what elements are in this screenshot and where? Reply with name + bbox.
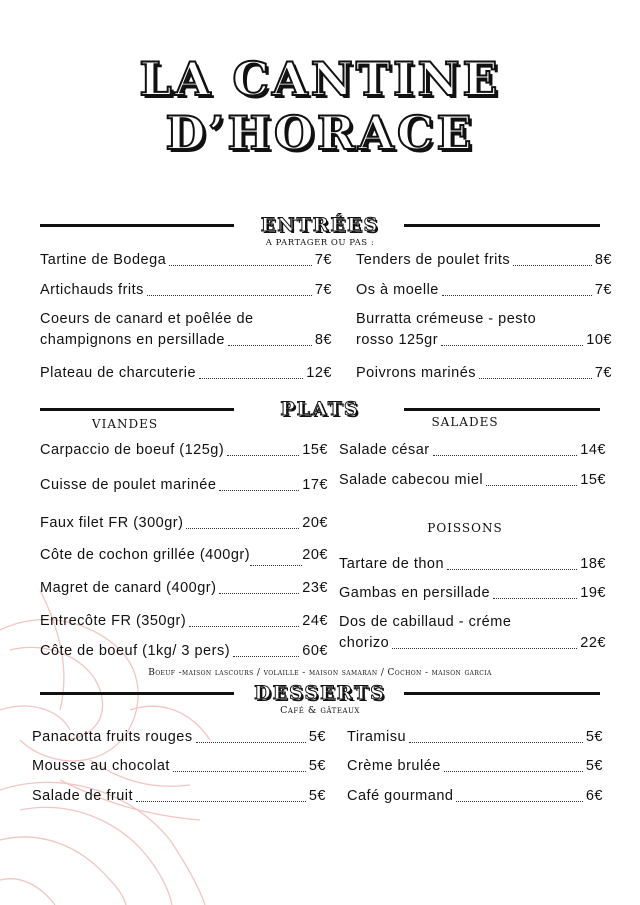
menu-item: Café gourmand 6€ — [347, 788, 603, 804]
menu-item: Salade cabecou miel 15€ — [339, 472, 606, 488]
menu-item: Poivrons marinés 7€ — [356, 365, 612, 381]
menu-item: Os à moelle 7€ — [356, 282, 612, 298]
menu-item: Mousse au chocolat 5€ — [32, 758, 326, 774]
restaurant-title-line2: D’HORACE — [165, 106, 475, 160]
menu-item: Tartine de Bodega 7€ — [40, 252, 332, 268]
desserts-heading: DESSERTS — [254, 682, 386, 704]
menu-item: Cuisse de poulet marinée 17€ — [40, 477, 328, 493]
viandes-heading: VIANDES — [91, 417, 159, 431]
entrees-heading: ENTRÉES — [260, 214, 380, 236]
menu-item: Panacotta fruits rouges 5€ — [32, 729, 326, 745]
desserts-header — [40, 682, 600, 706]
menu-item: Gambas en persillade 19€ — [339, 585, 606, 601]
plats-heading: PLATS — [280, 398, 360, 420]
menu-item: Salade de fruit 5€ — [32, 788, 326, 804]
salades-heading: SALADES — [431, 415, 499, 429]
menu-item: Côte de cochon grillée (400gr) 20€ — [40, 545, 328, 566]
menu-item: Plateau de charcuterie 12€ — [40, 365, 332, 381]
menu-item: Salade césar 14€ — [339, 442, 606, 458]
menu-item: Tenders de poulet frits 8€ — [356, 252, 612, 268]
entrees-subtitle: A PARTAGER OU PAS : — [265, 238, 375, 248]
menu-item: Entrecôte FR (350gr) 24€ — [40, 613, 328, 629]
menu-item: Crème brulée 5€ — [347, 758, 603, 774]
suppliers-footnote: Boeuf -maison lascours / volaille - maison samaran / Cochon - maison garcia — [148, 668, 492, 678]
menu-item: Magret de canard (400gr) 23€ — [40, 580, 328, 596]
menu-item: Burratta crémeuse - pesto rosso 125gr 10€ — [356, 311, 612, 348]
poissons-heading: POISSONS — [427, 521, 503, 535]
menu-item: Tiramisu 5€ — [347, 729, 603, 745]
menu-item: Carpaccio de boeuf (125g) 15€ — [40, 442, 328, 458]
entrees-header — [40, 214, 600, 238]
menu-item: Coeurs de canard et poêlée de champignons en persillade 8€ — [40, 311, 332, 348]
menu-item: Faux filet FR (300gr) 20€ — [40, 515, 328, 531]
restaurant-title-line1: LA CANTINE — [139, 52, 501, 106]
desserts-subtitle: Café & gâteaux — [280, 705, 360, 716]
menu-item: Dos de cabillaud - créme chorizo 22€ — [339, 614, 606, 651]
menu-item: Côte de boeuf (1kg/ 3 pers) 60€ — [40, 643, 328, 659]
menu-item: Artichauds frits 7€ — [40, 282, 332, 298]
menu-item: Tartare de thon 18€ — [339, 556, 606, 572]
